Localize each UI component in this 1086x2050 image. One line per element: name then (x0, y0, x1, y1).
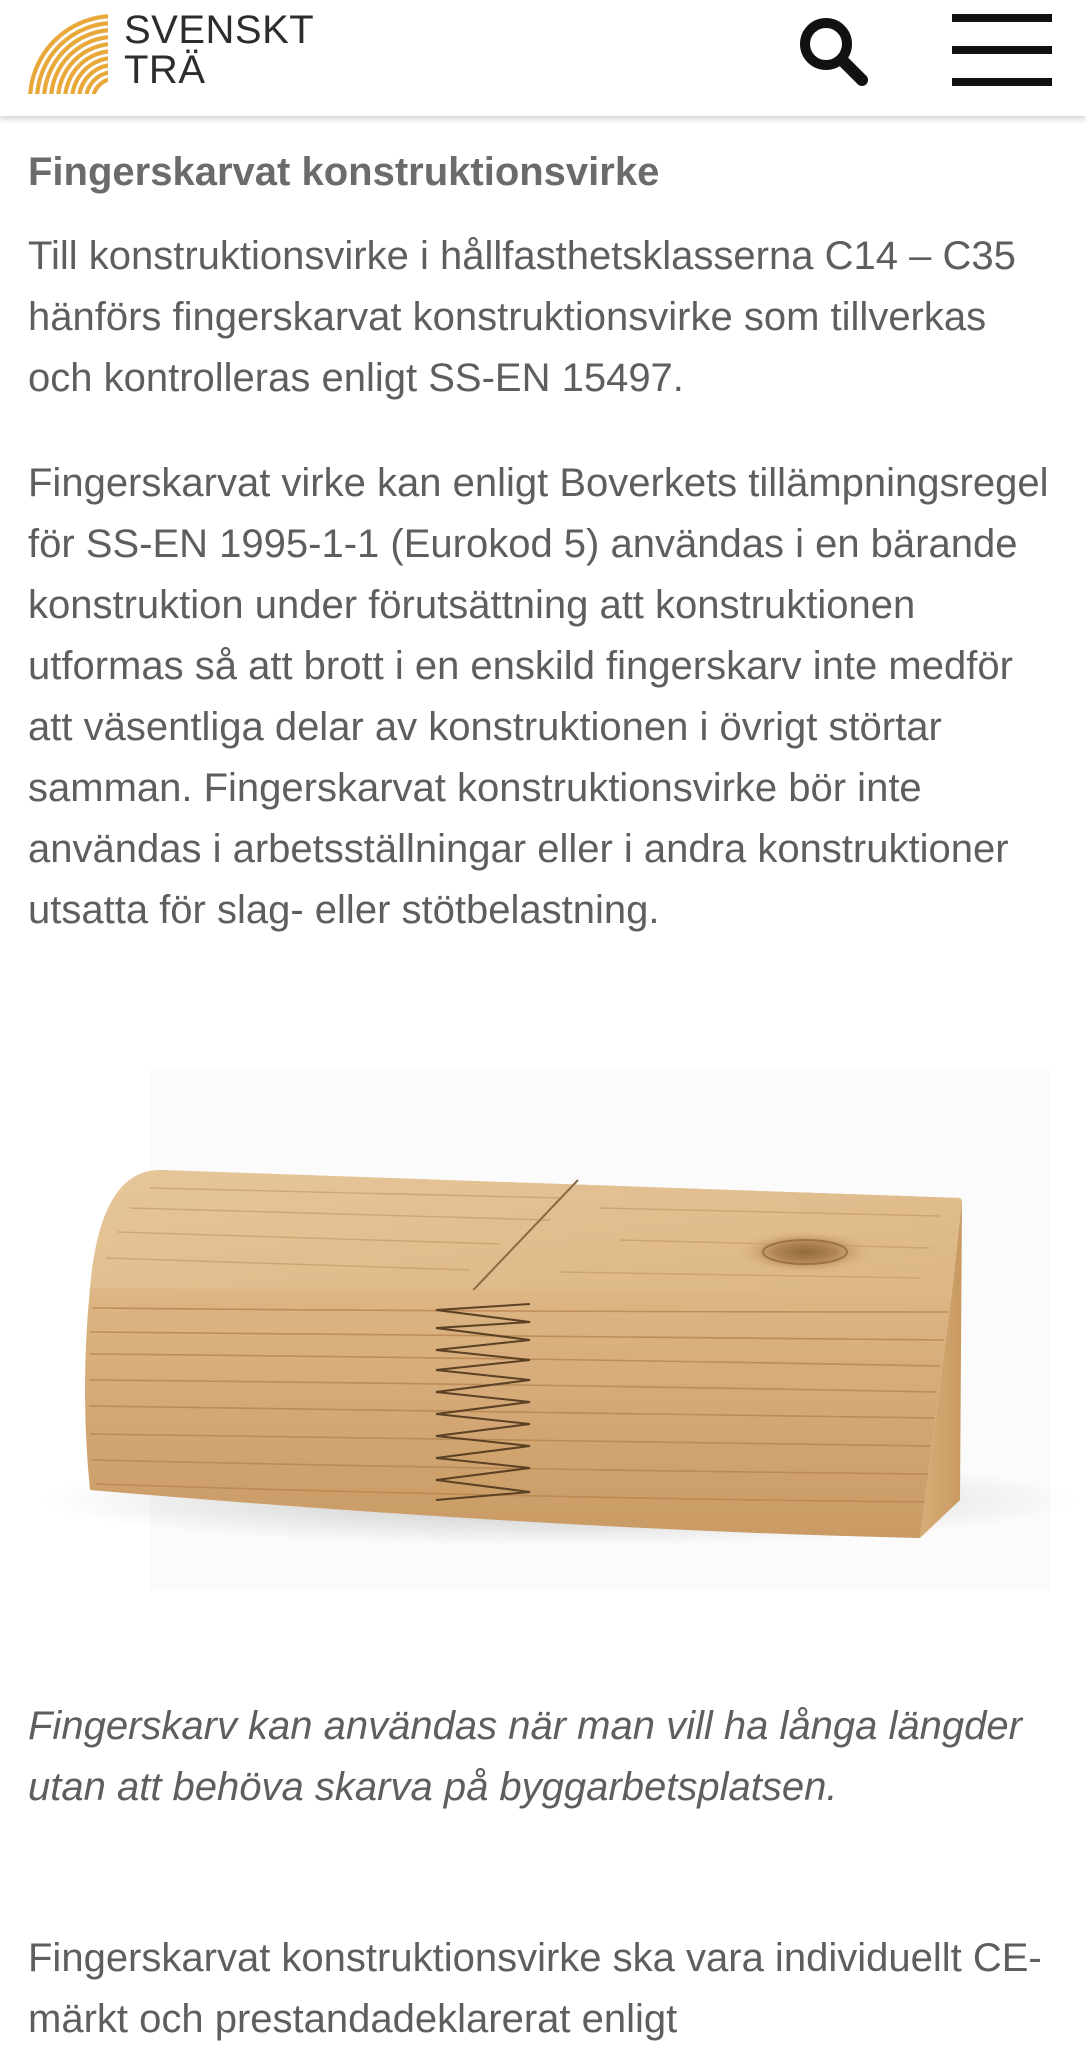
logo-wordmark (124, 10, 344, 90)
site-header (0, 0, 1086, 116)
menu-button[interactable] (950, 14, 1054, 88)
article-paragraph-2: Fingerskarvat virke kan enligt Boverkets tillämpningsregel för SS-EN 1995-1-1 (Eurokod 5) användas i en bärande konstruktion under förutsättning att konstruktionen utformas så att brott i en enskild fingerskarv inte medför att väsentliga delar av konstruktionen i övrigt störtar samman. Fingerskarvat konstruktionsvirke bör inte användas i arbetsställningar eller i andra konstruktioner utsatta för slag- eller stötbelastning. (28, 461, 1049, 932)
finger-joint-timber-image (0, 940, 1086, 1680)
article-heading: Fingerskarvat konstruktionsvirke (28, 150, 660, 194)
article-paragraph-1: Till konstruktionsvirke i hållfasthetsklasserna C14 – C35 hänförs fingerskarvat konstruktionsvirke som tillverkas och kontrolleras enligt SS-EN 15497. (28, 234, 1016, 400)
menu-bar-middle (952, 46, 1052, 54)
logo-arcs-icon (26, 12, 108, 94)
search-button[interactable] (796, 14, 874, 90)
image-caption: Fingerskarv kan användas när man vill ha långa längder utan att behöva skarva på byggarbetsplatsen. (28, 1704, 1022, 1809)
article-paragraph-3: Fingerskarvat konstruktionsvirke ska vara individuellt CE-märkt och prestandadeklarerat enligt (28, 1936, 1042, 2041)
timber-illustration (0, 940, 1086, 1680)
search-icon (796, 14, 874, 90)
article-content (28, 116, 1058, 941)
logo-line-1: SVENSKT (124, 8, 315, 52)
logo-line-2: TRÄ (124, 48, 206, 92)
menu-bar-top (952, 14, 1052, 22)
menu-bar-bottom (952, 78, 1052, 86)
